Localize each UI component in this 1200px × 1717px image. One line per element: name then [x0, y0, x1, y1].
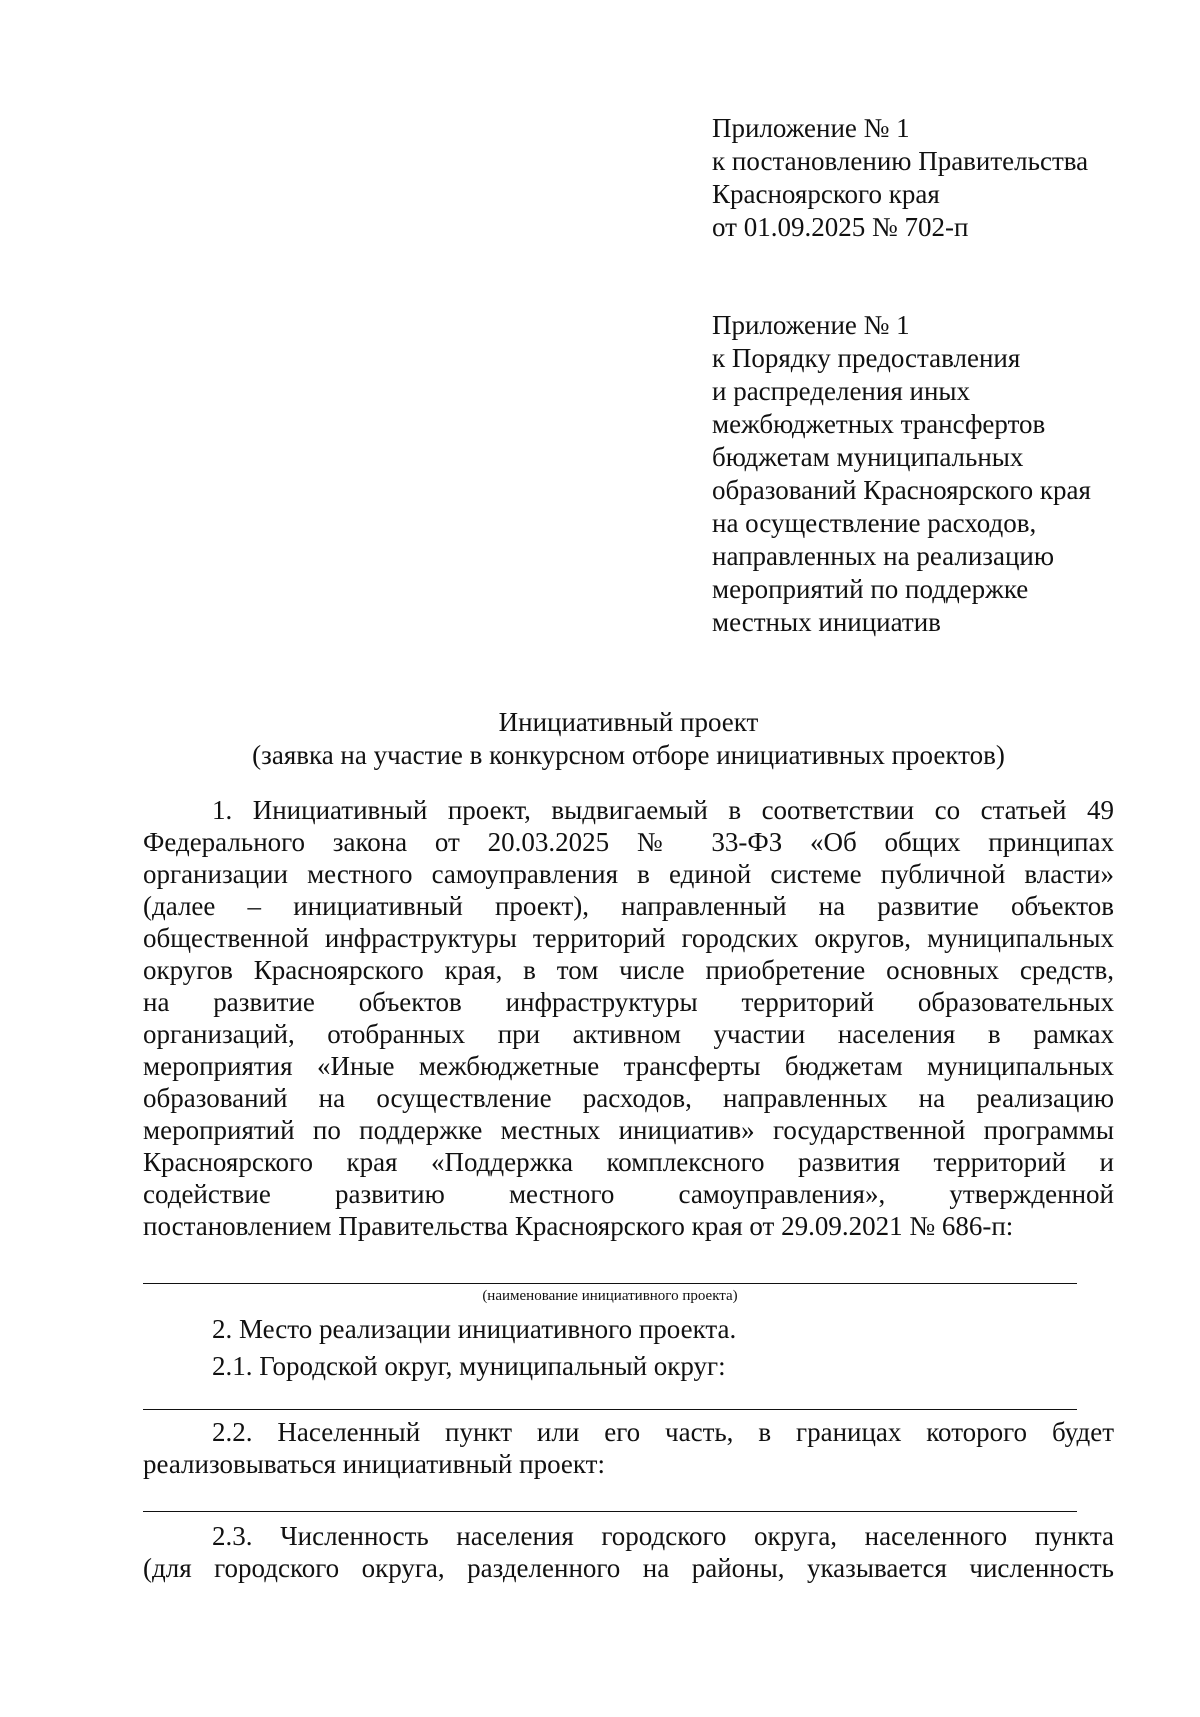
item-2-1: 2.1. Городской округ, муниципальный округ:: [212, 1351, 726, 1381]
paragraph-line: на развитие объектов инфраструктуры территорий образовательных: [143, 987, 1114, 1017]
appendix-header-resolution: [712, 112, 1088, 244]
paragraph-line: Федерального закона от 20.03.2025 № 33-ФЗ «Об общих принципах: [143, 827, 1114, 857]
paragraph-line: (далее – инициативный проект), направленный на развитие объектов: [143, 891, 1114, 921]
paragraph-line: 2.3. Численность населения городского округа, населенного пункта: [212, 1521, 1114, 1551]
section-1-paragraph: [143, 794, 1114, 1242]
appendix-header-procedure: [712, 309, 1091, 639]
appendix-line: к Порядку предоставления: [712, 343, 1021, 373]
paragraph-line: содействие развитию местного самоуправления», утвержденной: [143, 1179, 1114, 1209]
project-name-fill-line: [143, 1283, 1077, 1284]
appendix-line: Приложение № 1: [712, 310, 910, 340]
appendix-line: межбюджетных трансфертов: [712, 409, 1046, 439]
appendix-line: и распределения иных: [712, 376, 971, 406]
appendix-line: мероприятий по поддержке: [712, 574, 1029, 604]
appendix-line: бюджетам муниципальных: [712, 442, 1024, 472]
paragraph-line: округов Красноярского края, в том числе приобретение основных средств,: [143, 955, 1114, 985]
item-2-3: [143, 1520, 1114, 1584]
paragraph-line: образований на осуществление расходов, направленных на реализацию: [143, 1083, 1114, 1113]
document-subtitle: (заявка на участие в конкурсном отборе инициативных проектов): [252, 740, 1005, 770]
paragraph-line: (для городского округа, разделенного на районы, указывается численность: [143, 1553, 1114, 1583]
paragraph-line: 2.2. Населенный пункт или его часть, в границах которого будет: [212, 1417, 1114, 1447]
paragraph-line: постановлением Правительства Красноярского края от 29.09.2021 № 686-п:: [143, 1211, 1014, 1241]
settlement-fill-line: [143, 1511, 1077, 1512]
appendix-line: к постановлению Правительства: [712, 146, 1089, 176]
project-name-caption: (наименование инициативного проекта): [482, 1288, 738, 1304]
paragraph-line: организаций, отобранных при активном участии населения в рамках: [143, 1019, 1114, 1049]
paragraph-line: мероприятия «Иные межбюджетные трансферты бюджетам муниципальных: [143, 1051, 1114, 1081]
appendix-line: на осуществление расходов,: [712, 508, 1037, 538]
paragraph-line: Красноярского края «Поддержка комплексного развития территорий и: [143, 1147, 1114, 1177]
paragraph-line: мероприятий по поддержке местных инициатив» государственной программы: [143, 1115, 1114, 1145]
paragraph-line: организации местного самоуправления в единой системе публичной власти»: [143, 859, 1114, 889]
appendix-line: Приложение № 1: [712, 113, 910, 143]
appendix-line: от 01.09.2025 № 702-п: [712, 212, 969, 242]
paragraph-line: общественной инфраструктуры территорий городских округов, муниципальных: [143, 923, 1114, 953]
document-title: Инициативный проект: [498, 707, 759, 737]
paragraph-line: 1. Инициативный проект, выдвигаемый в соответствии со статьей 49: [212, 795, 1114, 825]
appendix-line: направленных на реализацию: [712, 541, 1055, 571]
appendix-line: местных инициатив: [712, 607, 941, 637]
document-title-block: [143, 706, 1114, 772]
section-2-heading: 2. Место реализации инициативного проекта.: [212, 1314, 737, 1344]
appendix-line: образований Красноярского края: [712, 475, 1091, 505]
municipality-fill-line: [143, 1409, 1077, 1410]
paragraph-line: реализовываться инициативный проект:: [143, 1449, 605, 1479]
appendix-line: Красноярского края: [712, 179, 940, 209]
item-2-2: [143, 1416, 1114, 1480]
